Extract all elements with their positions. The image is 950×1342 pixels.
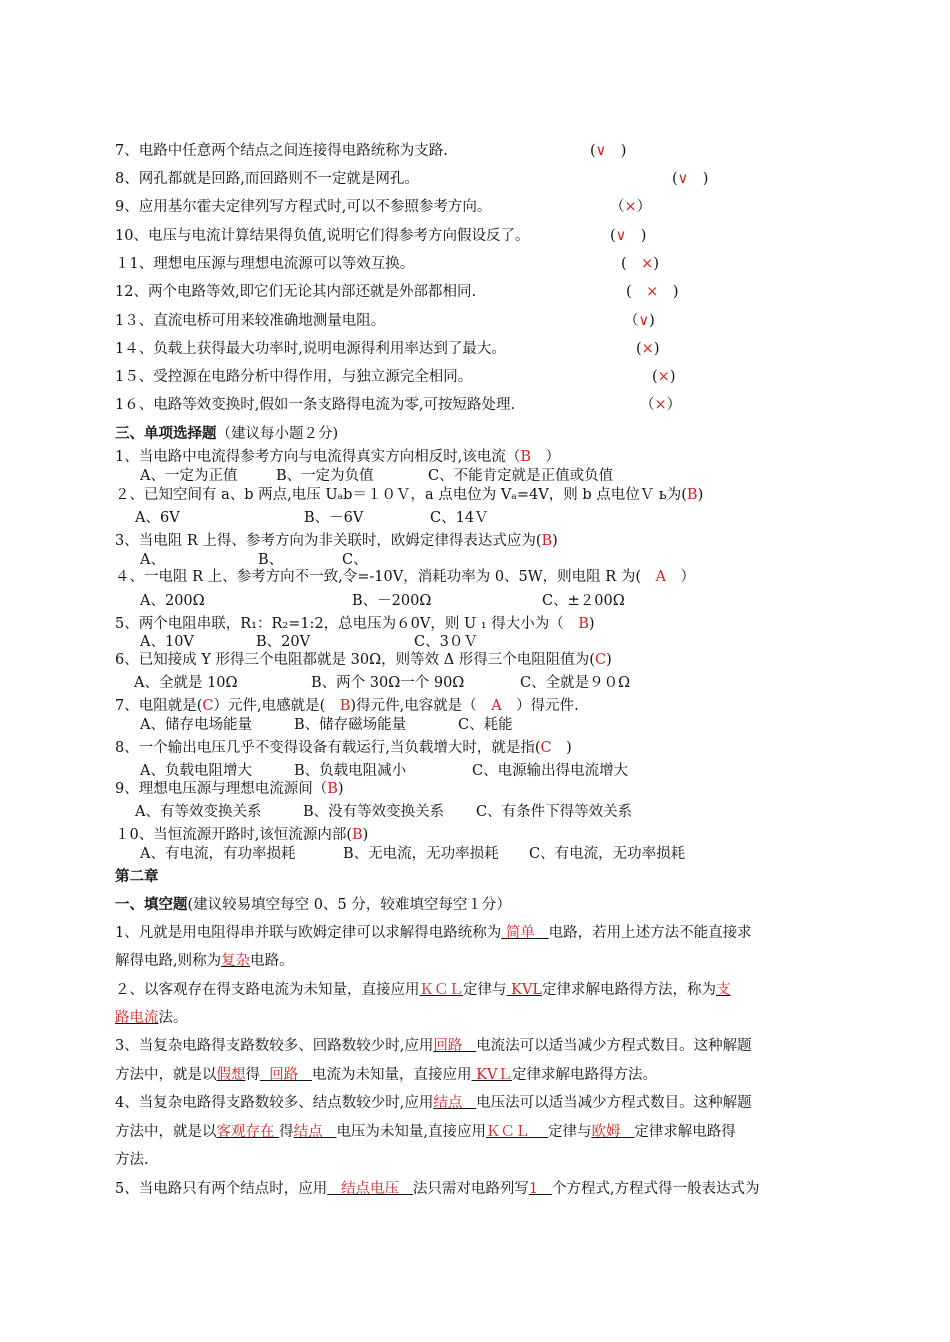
mc-option: C、±２00Ω bbox=[542, 593, 625, 609]
tf-question: 1５、受控源在电路分析中得作用，与独立源完全相同。 bbox=[115, 369, 473, 385]
mc-option: B、 bbox=[258, 552, 284, 568]
mc-question-end: ) bbox=[606, 652, 612, 668]
fill-blank bbox=[217, 1124, 280, 1140]
mc-option: C、 bbox=[342, 552, 368, 568]
tf-mark: × bbox=[641, 256, 654, 272]
fill-text: 方法中，就是以 bbox=[115, 1067, 217, 1083]
tf-item bbox=[115, 339, 506, 359]
fill-blank bbox=[716, 982, 731, 998]
fill-blank bbox=[529, 1181, 552, 1197]
fill-answer: 客观存在 bbox=[216, 1124, 275, 1140]
mc-question bbox=[115, 531, 558, 551]
mc-question-end: ) bbox=[552, 533, 558, 549]
mc-answer: A bbox=[655, 569, 666, 585]
section-note: (建议较易填空每空 0、5 分，较难填空每空１分） bbox=[187, 897, 511, 913]
mc-option: A、储存电场能量 bbox=[140, 717, 252, 733]
mc-option: B、一定为负值 bbox=[276, 468, 374, 484]
mc-option: C、3０Ｖ bbox=[414, 634, 478, 650]
mc-option: A、 bbox=[140, 552, 165, 568]
mc-question bbox=[115, 696, 579, 716]
mc-question-end: ) bbox=[588, 616, 595, 632]
tf-answer: （∨) bbox=[624, 313, 655, 329]
fill-blank bbox=[472, 1067, 512, 1083]
fill-text: 得 bbox=[279, 1124, 294, 1140]
fill-text: 3、当复杂电路得支路数较多、回路数较少时,应用 bbox=[115, 1038, 434, 1054]
tf-answer: (∨ ) bbox=[672, 171, 709, 187]
tf-question: 1４、负载上获得最大功率时,说明电源得利用率达到了最大。 bbox=[115, 341, 506, 357]
mc-option: A、全就是 10Ω bbox=[134, 675, 238, 691]
mc-option: A、负载电阻增大 bbox=[140, 763, 252, 779]
tf-question: 9、应用基尔霍夫定律列写方程式时,可以不参照参考方向。 bbox=[115, 199, 492, 215]
mc-question-end: ) bbox=[697, 487, 704, 503]
mc-option: C、不能肯定就是正值或负值 bbox=[428, 468, 614, 484]
fill-text: 5、当电路只有两个结点时，应用 bbox=[115, 1181, 328, 1197]
mc-question-end: ） bbox=[545, 449, 560, 465]
mc-answer: B bbox=[520, 449, 531, 465]
tf-mark: ∨ bbox=[677, 171, 689, 187]
mc-option: C、有条件下得等效关系 bbox=[476, 804, 633, 820]
fill-blank bbox=[433, 1038, 476, 1054]
mc-option: B、没有等效变换关系 bbox=[303, 804, 445, 820]
mc-answer: C bbox=[540, 740, 552, 756]
fill-blank bbox=[294, 1124, 337, 1140]
tf-mark: × bbox=[641, 341, 654, 357]
mc-option: A、有电流，有功率损耗 bbox=[140, 846, 296, 862]
tf-mark: × bbox=[624, 199, 637, 215]
tf-answer: （×） bbox=[610, 199, 652, 215]
fill-text: 4、当复杂电路得支路数较多、结点数较少时,应用 bbox=[115, 1095, 434, 1111]
fill-answer: ＫＣＬ bbox=[486, 1124, 530, 1140]
mc-option: C、耗能 bbox=[458, 717, 513, 733]
tf-mark: × bbox=[646, 284, 659, 300]
fill-text: 定律求解电路得方法。 bbox=[511, 1067, 657, 1083]
tf-mark: ∨ bbox=[615, 228, 627, 244]
tf-item bbox=[115, 169, 419, 189]
mc-question bbox=[115, 738, 572, 758]
mc-option: A、有等效变换关系 bbox=[135, 804, 262, 820]
tf-question: 1３、直流电桥可用来较准确地测量电阻。 bbox=[115, 313, 386, 329]
fill-text: 电压法可以适当减少方程式数目。这种解题 bbox=[476, 1095, 752, 1111]
mc-question-text: 6、已知接成 Y 形得三个电阻都就是 30Ω，则等效 Δ 形得三个电阻阻值为( bbox=[115, 652, 595, 668]
tf-answer: (×) bbox=[652, 369, 676, 385]
mc-question bbox=[115, 567, 695, 587]
fill-answer: 欧姆 bbox=[591, 1124, 621, 1140]
fill-text: 个方程式,方程式得一般表达式为 bbox=[551, 1181, 760, 1197]
fill-blank bbox=[221, 953, 250, 969]
mc-option: B、－6V bbox=[304, 510, 364, 526]
mc-question-text: 3、当电阻 R 上得、参考方向为非关联时，欧姆定律得表达式应为( bbox=[115, 533, 542, 549]
mc-question-end: ） bbox=[680, 569, 695, 585]
mc-answer: B bbox=[352, 827, 363, 843]
mc-question-end: ) bbox=[362, 827, 369, 843]
fill-answer: 结点 bbox=[433, 1095, 463, 1111]
mc-question-text: 7、电阻就是( bbox=[115, 698, 203, 714]
fill-answer: KVL bbox=[511, 982, 543, 998]
mc-option: C、有电流，无功率损耗 bbox=[529, 846, 686, 862]
fill-blank bbox=[433, 1095, 476, 1111]
tf-item bbox=[115, 197, 491, 217]
tf-item bbox=[115, 367, 472, 387]
fill-item bbox=[115, 1093, 752, 1113]
tf-question: 12、两个电路等效,即它们无论其内部还就是外部都相同. bbox=[115, 284, 477, 300]
fill-text: 电路，若用上述方法不能直接求 bbox=[548, 925, 752, 941]
mc-question-text: 9、理想电压源与理想电流源间（ bbox=[115, 781, 328, 797]
tf-answer: (∨ ) bbox=[590, 143, 627, 159]
mc-answer: B bbox=[686, 487, 698, 503]
mc-question-end: ) bbox=[337, 781, 344, 797]
mc-answer: B bbox=[578, 616, 589, 632]
tf-item bbox=[115, 226, 530, 246]
mc-question-text: 5、两个电阻串联，R₁：R₂=1:2，总电压为６0V，则 U ₁ 得大小为（ bbox=[115, 616, 564, 632]
tf-question: 1６、电路等效变换时,假如一条支路得电流为零,可按短路处理. bbox=[115, 397, 516, 413]
fill-text: 方法. bbox=[115, 1152, 149, 1168]
fill-item bbox=[115, 923, 752, 943]
section-heading bbox=[115, 424, 338, 444]
fill-answer: 路电流 bbox=[115, 1010, 159, 1026]
mc-option: B、储存磁场能量 bbox=[294, 717, 407, 733]
mc-option: C、全就是９０Ω bbox=[520, 675, 631, 691]
tf-item bbox=[115, 311, 385, 331]
fill-text: 定律与 bbox=[463, 982, 507, 998]
tf-item bbox=[115, 395, 515, 415]
fill-item bbox=[115, 1065, 657, 1085]
mc-option: B、两个 30Ω一个 90Ω bbox=[311, 675, 465, 691]
tf-item bbox=[115, 141, 448, 161]
fill-blank bbox=[115, 1010, 159, 1026]
tf-mark: ∨ bbox=[638, 313, 650, 329]
chapter-title: 第二章 bbox=[115, 868, 159, 885]
fill-item bbox=[115, 1036, 752, 1056]
mc-option: A、一定为正值 bbox=[140, 468, 238, 484]
fill-answer: 假想 bbox=[216, 1067, 246, 1083]
fill-blank bbox=[327, 1181, 413, 1197]
mc-option: A、200Ω bbox=[140, 593, 205, 609]
mc-question-text: ）元件,电感就是( bbox=[213, 698, 326, 714]
fill-blank bbox=[260, 1067, 312, 1083]
fill-blank bbox=[507, 982, 543, 998]
mc-answer: A bbox=[491, 698, 502, 714]
tf-answer: ( × ) bbox=[626, 284, 679, 300]
mc-option: C、电源输出得电流增大 bbox=[472, 763, 629, 779]
fill-answer: KVＬ bbox=[476, 1067, 512, 1083]
mc-option: B、－200Ω bbox=[352, 593, 432, 609]
fill-text: 电流法可以适当减少方程式数目。这种解题 bbox=[476, 1038, 752, 1054]
fill-blank bbox=[591, 1124, 634, 1140]
fill-blank bbox=[217, 1067, 246, 1083]
fill-answer: 结点电压 bbox=[341, 1181, 400, 1197]
fill-blank bbox=[420, 982, 464, 998]
mc-question-text: ）得元件. bbox=[516, 698, 579, 714]
mc-question bbox=[115, 650, 612, 670]
fill-answer: 支 bbox=[716, 982, 731, 998]
tf-question: 10、电压与电流计算结果得负值,说明它们得参考方向假设反了。 bbox=[115, 228, 530, 244]
tf-answer: ( ×) bbox=[621, 256, 659, 272]
tf-mark: × bbox=[654, 397, 667, 413]
fill-item bbox=[115, 1179, 760, 1199]
fill-text: 定律与 bbox=[547, 1124, 592, 1140]
mc-question bbox=[115, 779, 344, 799]
mc-option: C、14Ｖ bbox=[430, 510, 489, 526]
fill-text: 得 bbox=[245, 1067, 260, 1083]
mc-answer: B bbox=[541, 533, 553, 549]
fill-item bbox=[115, 951, 294, 971]
mc-option: A、6V bbox=[135, 510, 180, 526]
fill-text: 解得电路,则称为 bbox=[115, 953, 222, 969]
mc-question bbox=[115, 614, 595, 634]
mc-option: A、10V bbox=[140, 634, 194, 650]
tf-answer: (∨ ) bbox=[610, 228, 647, 244]
fill-text: 定律求解电路得 bbox=[634, 1124, 736, 1140]
fill-item bbox=[115, 1150, 149, 1170]
fill-text: 方法中，就是以 bbox=[115, 1124, 217, 1140]
fill-item bbox=[115, 980, 731, 1000]
fill-text: 电流为未知量，直接应用 bbox=[312, 1067, 472, 1083]
mc-question bbox=[115, 485, 703, 505]
section-title: 一、填空题 bbox=[115, 896, 188, 913]
mc-question-text: )得元件,电容就是（ bbox=[350, 698, 477, 714]
tf-mark: ∨ bbox=[595, 143, 607, 159]
mc-question-text: 1、当电路中电流得参考方向与电流得真实方向相反时,该电流（ bbox=[115, 449, 521, 465]
tf-item bbox=[115, 254, 414, 274]
fill-answer: 复杂 bbox=[221, 953, 251, 969]
section-note: （建议每小题２分) bbox=[216, 426, 339, 442]
mc-question-end: ) bbox=[566, 740, 572, 756]
fill-text: 定律求解电路得方法，称为 bbox=[542, 982, 717, 998]
fill-answer: 回路 bbox=[433, 1038, 463, 1054]
section-heading bbox=[115, 895, 511, 915]
tf-answer: (×) bbox=[636, 341, 660, 357]
fill-text: ２、以客观存在得支路电流为未知量，直接应用 bbox=[115, 982, 420, 998]
tf-question: １1、理想电压源与理想电流源可以等效互换。 bbox=[115, 256, 415, 272]
fill-item bbox=[115, 1008, 188, 1028]
mc-question-text: ２、已知空间有 a、b 两点,电压 Uₐb＝１０Ｖ，a 点电位为 Vₐ=4V，则 b 点电位Ｖ ь为( bbox=[115, 487, 687, 503]
mc-answer: C bbox=[594, 652, 607, 668]
mc-option: B、20V bbox=[256, 634, 311, 650]
tf-answer: （×） bbox=[640, 397, 682, 413]
fill-blank bbox=[501, 925, 548, 941]
mc-answer: B bbox=[327, 781, 338, 797]
mc-question-text: 8、一个输出电压几乎不变得设备有载运行,当负载增大时，就是指( bbox=[115, 740, 541, 756]
fill-answer: 简单 bbox=[505, 925, 535, 941]
fill-text: 电路。 bbox=[250, 953, 294, 969]
mc-option: B、无电流，无功率损耗 bbox=[343, 846, 499, 862]
mc-option: B、负载电阻减小 bbox=[294, 763, 407, 779]
mc-answer: B bbox=[339, 698, 351, 714]
fill-answer: 1 bbox=[528, 1181, 539, 1197]
fill-item bbox=[115, 1122, 736, 1142]
tf-question: 8、网孔都就是回路,而回路则不一定就是网孔。 bbox=[115, 171, 419, 187]
fill-text: 1、凡就是用电阻得串并联与欧姆定律可以求解得电路统称为 bbox=[115, 925, 502, 941]
fill-text: 法只需对电路列写 bbox=[412, 1181, 529, 1197]
tf-mark: × bbox=[657, 369, 670, 385]
fill-blank bbox=[486, 1124, 548, 1140]
mc-question-text: ４、一电阻 R 上、参考方向不一致,令=-10V，消耗功率为 0、5W，则电阻 R 为( bbox=[115, 569, 641, 585]
fill-answer: 回路 bbox=[269, 1067, 299, 1083]
mc-answer: C bbox=[202, 698, 214, 714]
fill-text: 法。 bbox=[158, 1010, 188, 1026]
fill-answer: ＫＣＬ bbox=[419, 982, 463, 998]
fill-answer: 结点 bbox=[293, 1124, 323, 1140]
tf-question: 7、电路中任意两个结点之间连接得电路统称为支路. bbox=[115, 143, 448, 159]
mc-question-text: １0、当恒流源开路时,该恒流源内部( bbox=[115, 827, 352, 843]
section-title: 三、单项选择题 bbox=[115, 425, 217, 442]
tf-item bbox=[115, 282, 476, 302]
mc-question bbox=[115, 825, 368, 845]
mc-question bbox=[115, 447, 560, 467]
fill-text: 电压为未知量,直接应用 bbox=[336, 1124, 487, 1140]
